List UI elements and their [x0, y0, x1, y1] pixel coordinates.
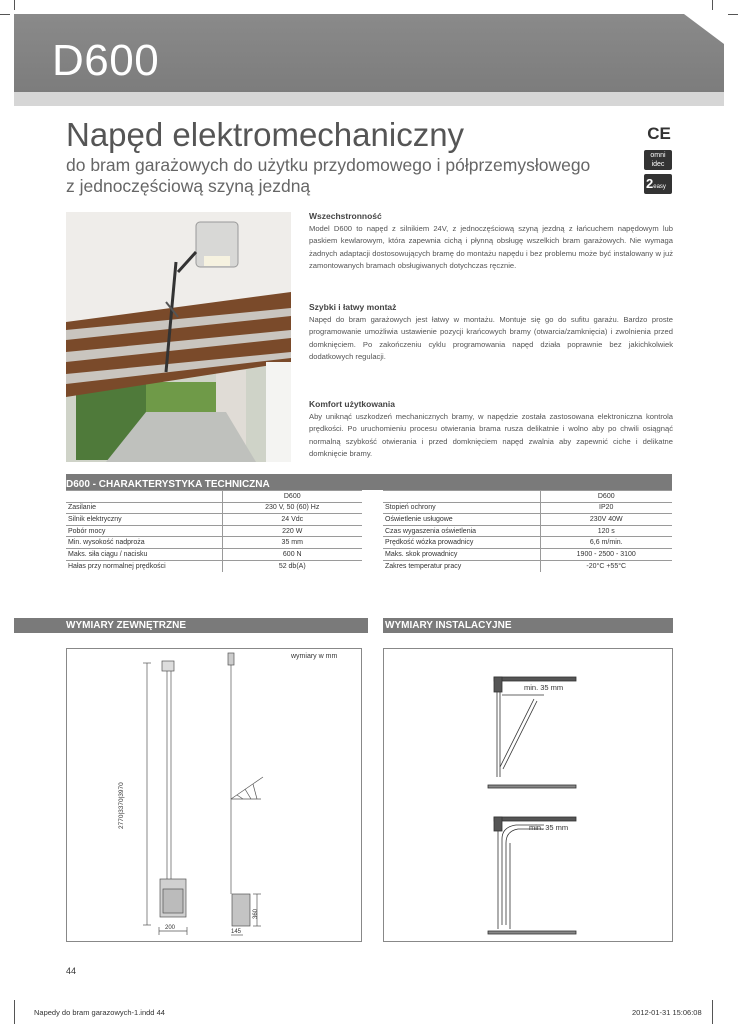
subtitle [66, 155, 646, 197]
spec-value: 600 N [222, 548, 362, 560]
header-corner-cut [684, 14, 724, 44]
spec-value: 230V 40W [540, 514, 672, 526]
crop-mark [14, 1000, 15, 1024]
spec-value: 230 V, 50 (60) Hz [222, 502, 362, 514]
table-row [66, 502, 362, 514]
table-row [66, 560, 362, 572]
omni-idec-badge-icon: omni idec [644, 150, 672, 170]
subtitle-line-2: z jednoczęściową szyną jezdną [66, 176, 311, 196]
table-row [66, 548, 362, 560]
crop-mark [712, 1000, 713, 1024]
spec-value: IP20 [540, 502, 672, 514]
spec-label: Maks. siła ciągu / nacisku [66, 548, 222, 560]
table-row [66, 514, 362, 526]
spec-value: 220 W [222, 525, 362, 537]
table-header-cell: D600 [222, 491, 362, 503]
crop-mark [728, 14, 738, 15]
page-title: Napęd elektromechaniczny [66, 116, 465, 153]
footer-file-name: Napedy do bram garazowych-1.indd 44 [34, 1008, 165, 1017]
spec-value: 24 Vdc [222, 514, 362, 526]
table-row [383, 502, 672, 514]
garage-photo-illustration [66, 212, 291, 462]
certification-badges [644, 124, 674, 194]
spec-title-bar [66, 474, 672, 490]
spec-label: Oświetlenie usługowe [383, 514, 540, 526]
side-width-label: 145 [231, 929, 242, 935]
length-dimension-label: 2770|3370|3970 [118, 782, 125, 829]
units-note: wymiary w mm [291, 653, 338, 660]
spec-table-left [66, 490, 362, 572]
spec-value: 52 db(A) [222, 560, 362, 572]
model-title: D600 [52, 36, 160, 85]
width-dimension-label: 200 [165, 925, 176, 931]
two-easy-text: easy [653, 184, 666, 190]
section-versatility [309, 211, 673, 273]
table-header-cell: D600 [540, 491, 672, 503]
spec-label: Zakres temperatur pracy [385, 562, 462, 570]
installation-dimensions-panel [383, 648, 673, 942]
table-row [66, 525, 362, 537]
table-header-row [383, 491, 672, 503]
section-text: Aby uniknąć uszkodzeń mechanicznych bramy, w napędzie została zastosowana elektroniczna kontrola prędkości. Po uruchomieniu procesu otwierania brama rusza delikatnie i wolno aby po chwili osiągnąć normalną szybkość otwierania i przed domknięciem napęd zwalnia aby zapewnić ciche i delikatne domknięcie bramy. [309, 412, 673, 459]
product-photo [66, 212, 291, 462]
header-strip [14, 92, 724, 106]
table-row [66, 537, 362, 549]
section-heading: Komfort użytkowania [309, 399, 395, 409]
spec-label: Silnik elektryczny [66, 514, 222, 526]
section-text: Model D600 to napęd z silnikiem 24V, z jednoczęściową szyną jezdną z łańcuchem napędowym lub paskiem kewlarowym, która zapewnia cichą i płynną obsługę wszelkich bram garażowych. Nie wymaga żadnych adaptacji dostosowujących bramę do montażu napędu i bez problemu może być instalowany w już zamontowanych bramach obsługiwanych dotychczas ręcznie. [309, 224, 673, 271]
table-header-empty [66, 491, 222, 503]
spec-label: Pobór mocy [66, 525, 222, 537]
section-heading: Szybki i łatwy montaż [309, 302, 397, 312]
crop-mark [0, 14, 10, 15]
table-header-empty [383, 491, 540, 503]
installation-dimensions-bar: WYMIARY INSTALACYJNE [383, 618, 673, 633]
external-dimensions-bar: WYMIARY ZEWNĘTRZNE [14, 618, 368, 633]
section-text: Napęd do bram garażowych jest łatwy w montażu. Montuje się go do sufitu garażu. Bardzo proste programowanie umożliwia ustawienie pozycji krańcowych bramy (otwarcia/zamknięcia) i zwolnienia przed domknięciem. Po zakończeniu cyklu programowania napęd działa poprawnie bez jakichkolwiek dodatkowych regulacji. [309, 315, 673, 362]
external-dimensions-panel [66, 648, 362, 942]
two-easy-badge-icon [644, 174, 672, 194]
spec-label: Prędkość wózka prowadnicy [383, 537, 540, 549]
table-row [383, 560, 672, 572]
spec-value: 1900 - 2500 - 3100 [540, 548, 672, 560]
table-row [383, 514, 672, 526]
spec-value: 35 mm [222, 537, 362, 549]
external-dimensions-drawing [67, 649, 363, 943]
page-number: 44 [66, 966, 77, 976]
installation-dimensions-drawing [384, 649, 674, 943]
spec-label: Czas wygaszenia oświetlenia [383, 525, 540, 537]
crop-mark [712, 0, 713, 10]
spec-value: -20°C +55°C [540, 560, 672, 572]
section-installation [309, 302, 673, 364]
table-row [383, 548, 672, 560]
spec-value: 120 s [540, 525, 672, 537]
table-row [383, 525, 672, 537]
height-dimension-label: 360 [253, 908, 259, 919]
min-clearance-label-1: min. 35 mm [524, 683, 564, 692]
section-comfort [309, 399, 673, 461]
table-header-row [66, 491, 362, 503]
section-heading: Wszechstronność [309, 211, 382, 221]
footer-timestamp: 2012-01-31 15:06:08 [632, 1008, 702, 1017]
spec-label: Min. wysokość nadproża [66, 537, 222, 549]
spec-label: Stopień ochrony [383, 502, 540, 514]
ce-mark-icon: CE [647, 124, 671, 143]
table-row [383, 537, 672, 549]
spec-label: Hałas przy normalnej prędkości [68, 562, 166, 570]
two-easy-number: 2 [646, 176, 654, 191]
subtitle-line-1: do bram garażowych do użytku przydomowego i półprzemysłowego [66, 155, 591, 175]
spec-title: D600 - CHARAKTERYSTYKA TECHNICZNA [66, 479, 270, 490]
spec-value: 6,6 m/min. [540, 537, 672, 549]
min-clearance-label-2: min. 35 mm [529, 823, 569, 832]
spec-label: Maks. skok prowadnicy [383, 548, 540, 560]
crop-mark [14, 0, 15, 10]
spec-table-right [383, 490, 672, 572]
spec-label: Zasilanie [66, 502, 222, 514]
